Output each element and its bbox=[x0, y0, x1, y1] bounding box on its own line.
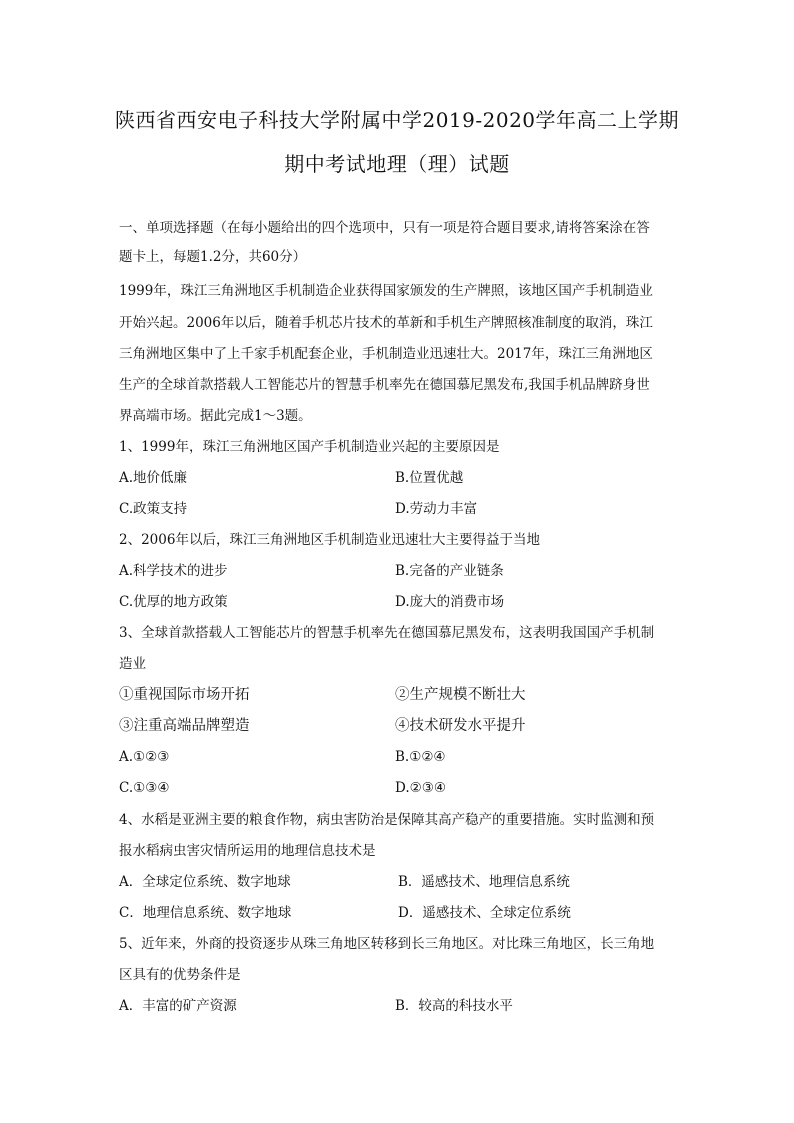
page-subtitle: 期中考试地理（理）试题 bbox=[284, 152, 510, 176]
q3-option-d: D.②③④ bbox=[395, 780, 446, 796]
q5-option-b: B．较高的科技水平 bbox=[395, 998, 513, 1014]
q2-option-a: A.科学技术的进步 bbox=[119, 563, 228, 579]
passage-line: 开始兴起。2006年以后，随着手机芯片技术的革新和手机生产牌照核准制度的取消，珠江 bbox=[119, 315, 653, 331]
passage-line: 1999年，珠江三角洲地区手机制造企业获得国家颁发的生产牌照，该地区国产手机制造业 bbox=[119, 283, 653, 299]
question-3-stem-cont: 造业 bbox=[119, 656, 146, 672]
q3-option-c: C.①③④ bbox=[119, 780, 170, 796]
q4-option-d: D．遥感技术、全球定位系统 bbox=[398, 905, 571, 921]
q3-option-b: B.①②④ bbox=[395, 749, 446, 765]
q3-option-a: A.①②③ bbox=[119, 749, 170, 765]
question-5-stem-cont: 区具有的优势条件是 bbox=[119, 967, 241, 983]
section-heading-cont: 题卡上，每题1.2分，共60分） bbox=[119, 249, 307, 265]
section-heading: 一、单项选择题（在每小题给出的四个选项中，只有一项是符合题目要求,请将答案涂在答 bbox=[119, 220, 650, 236]
q3-statement-3: ③注重高端品牌塑造 bbox=[119, 718, 250, 734]
q3-statement-1: ①重视国际市场开拓 bbox=[119, 687, 250, 703]
q5-option-a: A．丰富的矿产资源 bbox=[119, 998, 237, 1014]
q1-option-c: C.政策支持 bbox=[119, 501, 188, 517]
q3-statement-4: ④技术研发水平提升 bbox=[395, 718, 526, 734]
question-4-stem: 4、水稻是亚洲主要的粮食作物，病虫害防治是保障其高产稳产的重要措施。实时监测和预 bbox=[119, 812, 655, 828]
page-title: 陕西省西安电子科技大学附属中学2019-2020学年高二上学期 bbox=[114, 108, 680, 132]
q1-option-d: D.劳动力丰富 bbox=[395, 501, 478, 517]
passage-line: 界高端市场。据此完成1～3题。 bbox=[119, 408, 312, 424]
q1-option-b: B.位置优越 bbox=[395, 470, 464, 486]
question-1-stem: 1、1999年，珠江三角洲地区国产手机制造业兴起的主要原因是 bbox=[119, 439, 500, 455]
question-5-stem: 5、近年来，外商的投资逐步从珠三角地区转移到长三角地区。对比珠三角地区，长三角地 bbox=[119, 936, 655, 952]
question-2-stem: 2、2006年以后，珠江三角洲地区手机制造业迅速壮大主要得益于当地 bbox=[119, 532, 540, 548]
q4-option-c: C．地理信息系统、数字地球 bbox=[119, 905, 292, 921]
passage-line: 生产的全球首款搭载人工智能芯片的智慧手机率先在德国慕尼黑发布,我国手机品牌跻身世 bbox=[119, 377, 650, 393]
q1-option-a: A.地价低廉 bbox=[119, 470, 188, 486]
q2-option-c: C.优厚的地方政策 bbox=[119, 594, 228, 610]
passage-line: 三角洲地区集中了上千家手机配套企业，手机制造业迅速壮大。2017年，珠江三角洲地区 bbox=[119, 346, 653, 362]
question-3-stem: 3、全球首款搭载人工智能芯片的智慧手机率先在德国慕尼黑发布，这表明我国国产手机制 bbox=[119, 625, 655, 641]
question-4-stem-cont: 报水稻病虫害灾情所运用的地理信息技术是 bbox=[119, 843, 376, 859]
q2-option-b: B.完备的产业链条 bbox=[395, 563, 504, 579]
q2-option-d: D.庞大的消费市场 bbox=[395, 594, 505, 610]
q3-statement-2: ②生产规模不断壮大 bbox=[395, 687, 526, 703]
q4-option-b: B．遥感技术、地理信息系统 bbox=[398, 874, 570, 890]
q4-option-a: A．全球定位系统、数字地球 bbox=[119, 874, 291, 890]
